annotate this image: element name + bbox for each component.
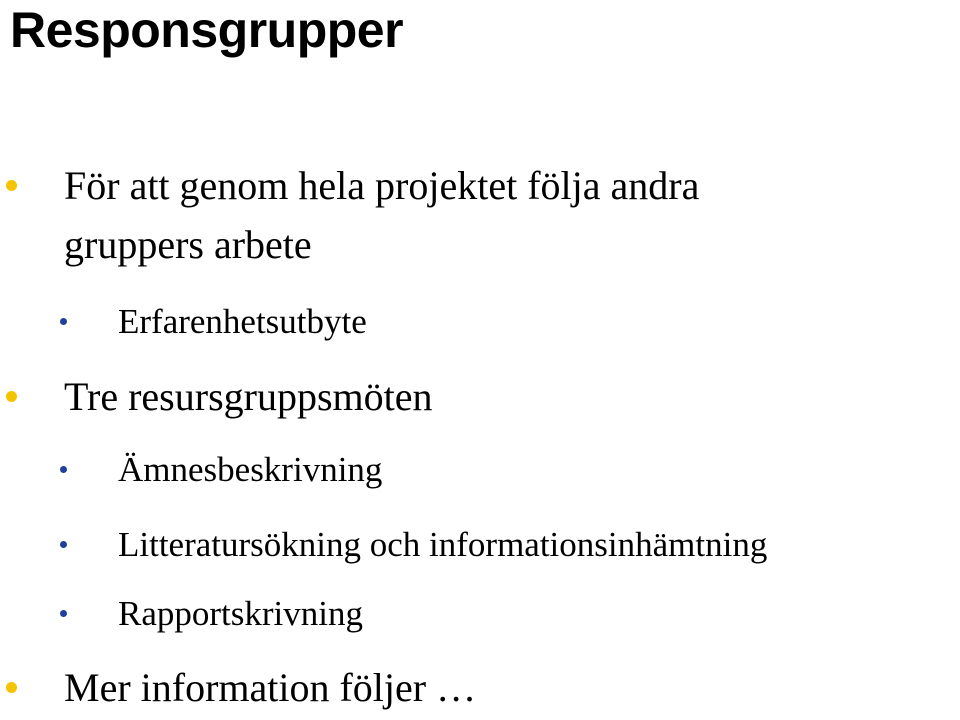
- slide-title: Responsgrupper: [10, 2, 404, 58]
- bullet-dot-icon: [6, 180, 17, 191]
- sub-bullet-item: Litteratursökning och informationsinhämtning: [118, 525, 768, 564]
- bullet-dot-icon: [6, 682, 17, 693]
- bullet-item-continuation: gruppers arbete: [64, 222, 312, 267]
- sub-bullet-dot-icon: [60, 466, 67, 473]
- bullet-item: Mer information följer …: [64, 665, 477, 710]
- bullet-item: För att genom hela projektet följa andra: [64, 163, 700, 208]
- sub-bullet-item: Rapportskrivning: [118, 594, 363, 633]
- bullet-dot-icon: [6, 391, 17, 402]
- sub-bullet-dot-icon: [60, 318, 67, 325]
- sub-bullet-dot-icon: [60, 610, 67, 617]
- sub-bullet-dot-icon: [60, 541, 67, 548]
- bullet-item: Tre resursgruppsmöten: [64, 374, 433, 419]
- sub-bullet-item: Erfarenhetsutbyte: [118, 302, 367, 341]
- sub-bullet-item: Ämnesbeskrivning: [118, 450, 383, 489]
